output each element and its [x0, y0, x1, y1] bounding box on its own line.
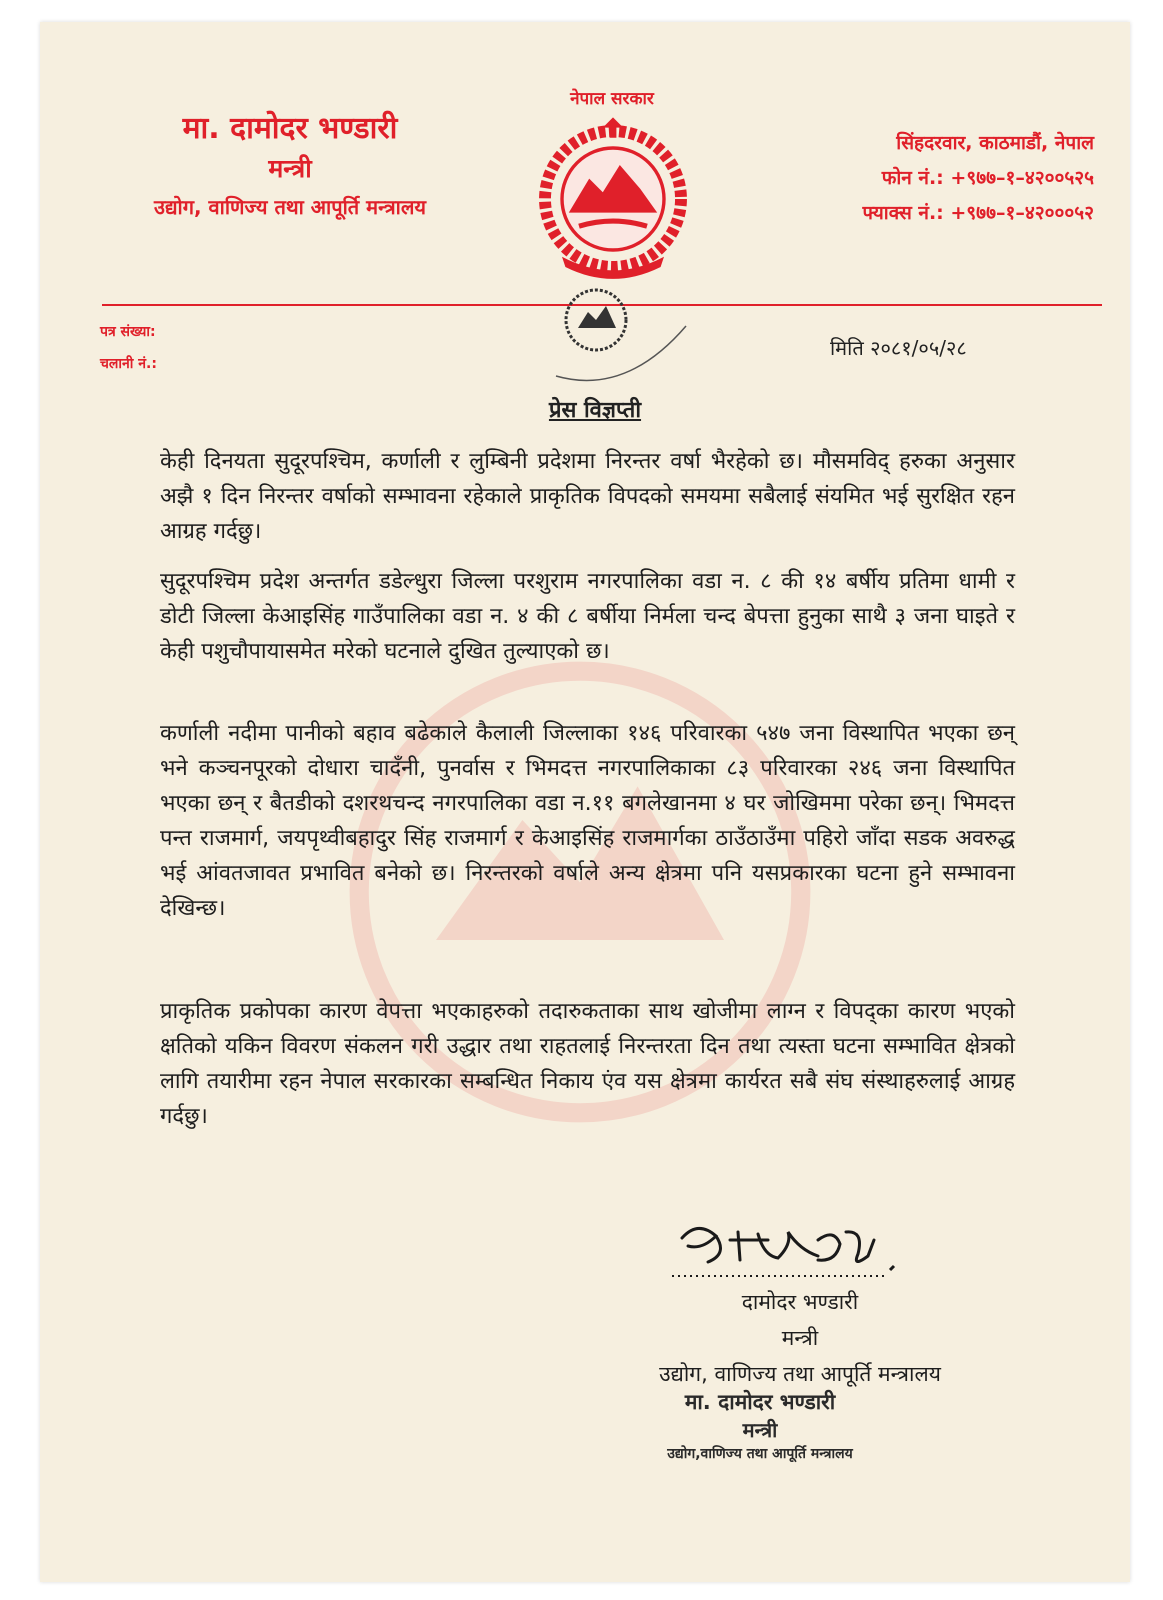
office-stamp-icon	[516, 276, 716, 396]
body-paragraph-2: सुदूरपश्चिम प्रदेश अन्तर्गत डडेल्धुरा जिल्ला परशुराम नगरपालिका वडा न. ८ की १४ बर्षीय प्रतिमा धामी र डोटी जिल्ला केआइसिंह गाउँपालिका वडा न. ४ की ८ बर्षीया निर्मला चन्द बेपत्ता हुनुका साथै ३ जना घाइते र केही पशुचौपायासमेत मरेको घटनाले दुखित तुल्याएको छ।	[160, 569, 1015, 664]
government-label: नेपाल सरकार	[570, 89, 654, 109]
signatory-ministry: उद्योग, वाणिज्य तथा आपूर्ति मन्त्रालय	[659, 1362, 941, 1386]
page-title: प्रेस विज्ञप्ती	[548, 398, 642, 423]
body-paragraph-4: प्राकृतिक प्रकोपका कारण वेपत्ता भएकाहरुको तदारुकताका साथ खोजीमा लाग्न र विपद्का कारण भएको क्षतिको यकिन विवरण संकलन गरी उद्धार तथा राहतलाई निरन्तरता दिन तथा त्यस्ता घटना सम्भावित क्षेत्रको लागि तयारीमा रहन नेपाल सरकारका सम्बन्धित निकाय एंव यस क्षेत्रमा कार्यरत सबै संघ संस्थाहरुलाई आग्रह गर्दछु।	[160, 999, 1015, 1129]
body-paragraph-1: केही दिनयता सुदूरपश्चिम, कर्णाली र लुम्बिनी प्रदेशमा निरन्तर वर्षा भैरहेको छ। मौसमविद् हरुका अनुसार अझै १ दिन निरन्तर वर्षाको सम्भावना रहेकाले प्राकृतिक विपदको समयमा सबैलाई संयमित भई सुरक्षित रहन आग्रह गर्दछु।	[160, 449, 1015, 544]
stamp-name: मा. दामोदर भण्डारी	[684, 1390, 836, 1414]
nepal-emblem-icon	[528, 114, 698, 284]
fax-number: फ्याक्स नं.: +९७७–१–४२०००५२	[862, 202, 1094, 224]
letterhead-right	[863, 126, 1094, 231]
stamp-title: मन्त्री	[742, 1418, 778, 1442]
body-paragraph-3: कर्णाली नदीमा पानीको बहाव बढेकाले कैलाली जिल्लाका १४६ परिवारका ५४७ जना विस्थापित भएका छन् भने कञ्चनपूरको दोधारा चादँनी, पुनर्वास र भिमदत्त नगरपालिकाका ८३ परिवारका २४६ जना विस्थापित भएका छन् र बैतडीको दशरथचन्द नगरपालिका वडा न.११ बगलेखानमा ४ घर जोखिममा परेका छन्। भिमदत्त पन्त राजमार्ग, जयपृथ्वीबहादुर सिंह राजमार्ग र केआइसिंह राजमार्गका ठाउँठाउँमा पहिरो जाँदा सडक अवरुद्ध भई आंवतजावत प्रभावित बनेको छ। निरन्तरको वर्षाले अन्य क्षेत्रमा पनि यसप्रकारका घटना हुने सम्भावना देखिन्छ।	[160, 721, 1015, 921]
letterhead-left	[100, 106, 480, 220]
phone-number: फोन नं.: +९७७–१–४२००५२५	[881, 167, 1094, 189]
stamp-ministry: उद्योग,वाणिज्य तथा आपूर्ति मन्त्रालय	[667, 1446, 853, 1462]
handwritten-signature	[668, 1210, 908, 1300]
ministry-name: उद्योग, वाणिज्य तथा आपूर्ति मन्त्रालय	[153, 195, 426, 219]
letter-date: मिति २०८१/०५/२८	[830, 336, 967, 360]
minister-name: मा. दामोदर भण्डारी	[182, 111, 398, 146]
dispatch-number-label: चलानी नं.:	[100, 356, 157, 372]
letter-number-label: पत्र संख्या:	[100, 324, 156, 340]
signatory-name: दामोदर भण्डारी	[741, 1290, 859, 1314]
letter-page	[40, 22, 1130, 1582]
minister-title: मन्त्री	[268, 154, 312, 183]
signatory-title: मन्त्री	[781, 1326, 819, 1350]
office-address: सिंहदरवार, काठमाडौं, नेपाल	[896, 132, 1094, 154]
